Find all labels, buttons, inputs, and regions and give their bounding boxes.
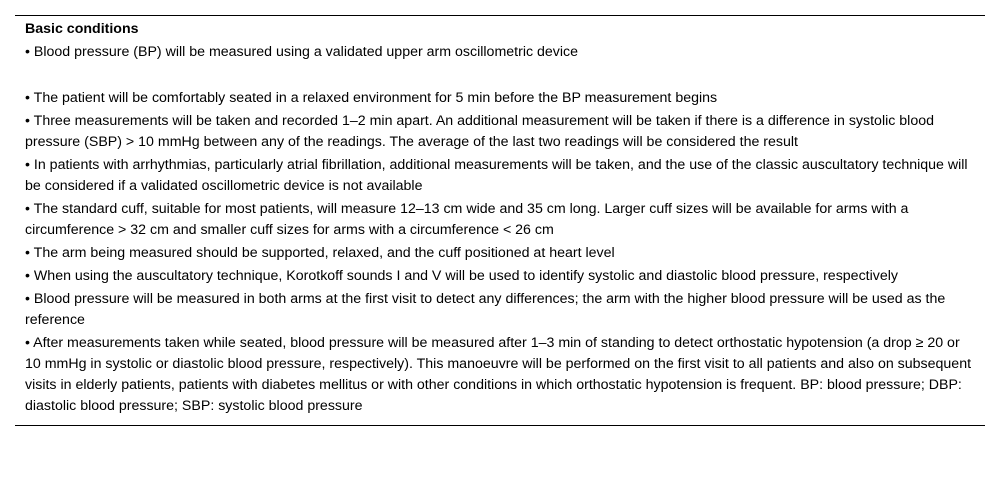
list-item: • The arm being measured should be supported, relaxed, and the cuff positioned at heart level [25,245,615,261]
list-item: • Blood pressure will be measured in both arms at the first visit to detect any differences; the arm with the higher blood pressure will be used as the reference [25,291,946,328]
list-item: • When using the auscultatory technique, Korotkoff sounds I and V will be used to identify systolic and diastolic blood pressure, respectively [25,268,898,284]
list-item: • In patients with arrhythmias, particularly atrial fibrillation, additional measurements will be taken, and the use of the classic auscultatory technique will be considered if a validated oscillometric device is not available [25,157,968,194]
table-heading: Basic conditions [25,21,139,37]
conditions-table [15,15,985,426]
list-item: • After measurements taken while seated, blood pressure will be measured after 1–3 min of standing to detect orthostatic hypotension (a drop ≥ 20 or 10 mmHg in systolic or diastolic blood pressure, respectively). This manoeuvre will be performed on the first visit to all patients and also on subsequent visits in elderly patients, patients with diabetes mellitus or with other conditions in which orthostatic hypotension is frequent. BP: blood pressure; DBP: diastolic blood pressure; SBP: systolic blood pressure [25,335,972,414]
table-cell [15,19,985,417]
list-item: • Three measurements will be taken and recorded 1–2 min apart. An additional measurement will be taken if there is a difference in systolic blood pressure (SBP) > 10 mmHg between any of the readings. The average of the last two readings will be considered the result [25,113,934,150]
list-item: • The patient will be comfortably seated in a relaxed environment for 5 min before the BP measurement begins [25,90,718,106]
blank-line [25,65,975,88]
list-item: • Blood pressure (BP) will be measured using a validated upper arm oscillometric device [25,44,579,60]
list-item: • The standard cuff, suitable for most patients, will measure 12–13 cm wide and 35 cm long. Larger cuff sizes will be available for arms with a circumference > 32 cm and smaller cuff sizes for arms with a circumference < 26 cm [25,201,909,238]
